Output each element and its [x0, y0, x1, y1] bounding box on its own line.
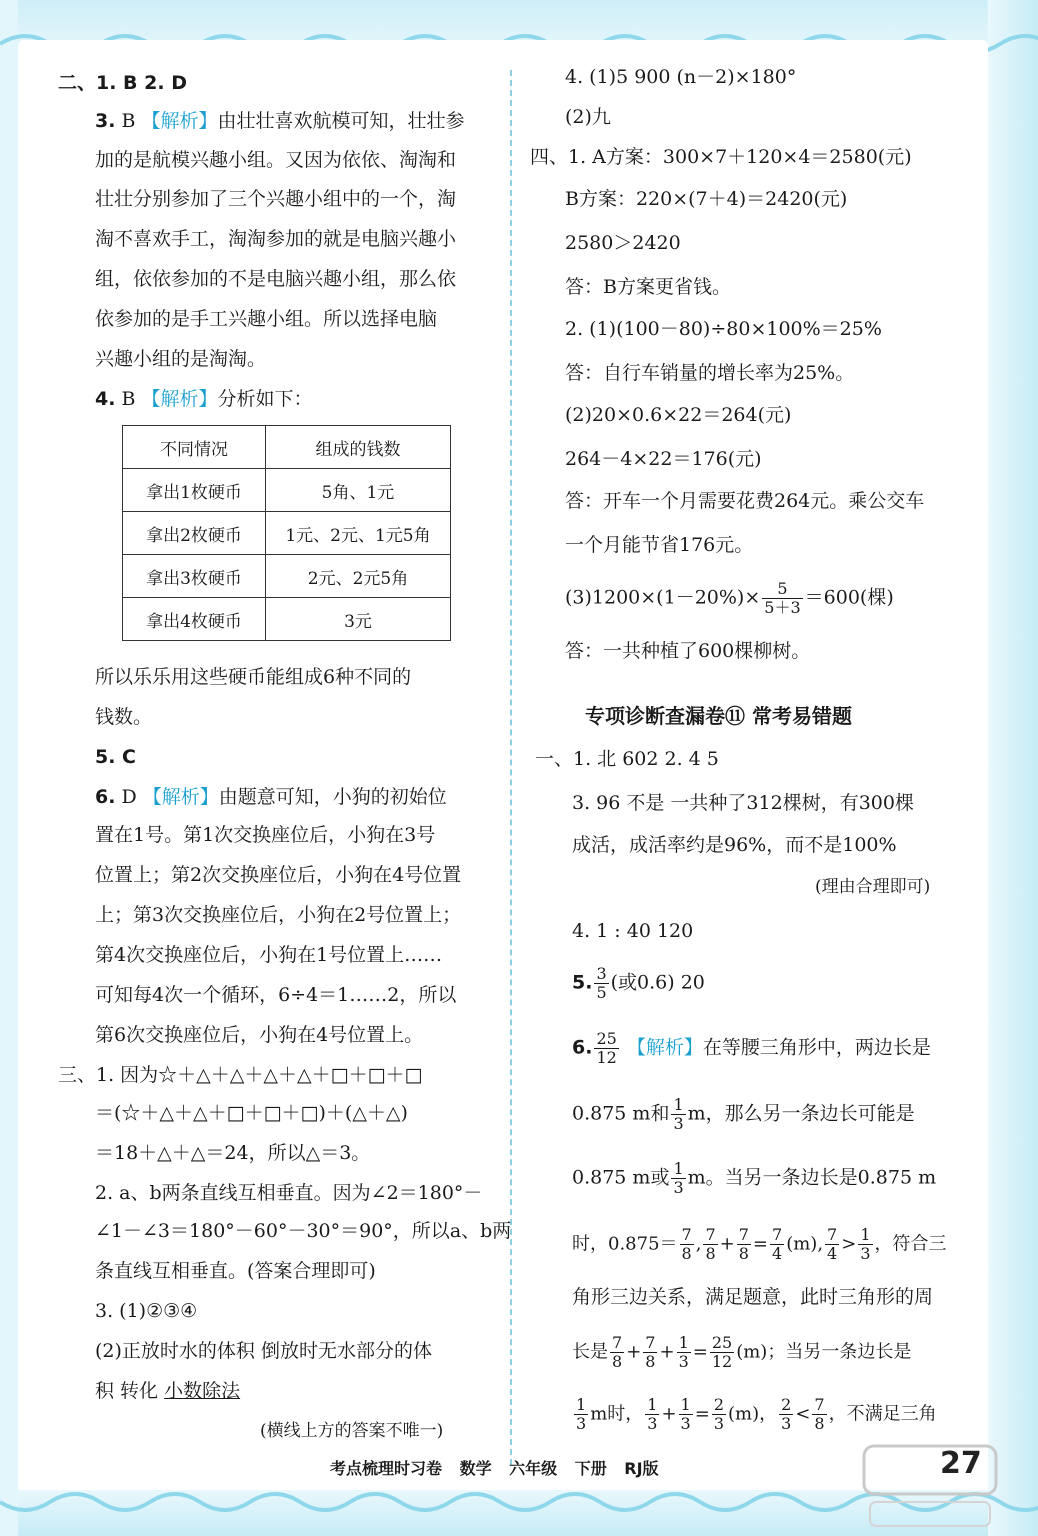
table-row	[123, 469, 451, 512]
text-line: 时，0.875＝ $\frac{7}{8}$ , $\frac{7}{8}$ + $\frac{7}{8}$ = $\frac{7}{4}$ (m), $\frac{7}{4}$ > $\frac{1}{3}$ ，符合三	[572, 1225, 947, 1263]
text-line: 加的是航模兴趣小组。又因为依依、淘淘和	[95, 149, 457, 171]
text-line: 2. a、b两条直线互相垂直。因为∠2＝180°－	[95, 1182, 483, 1204]
text-line	[572, 1160, 936, 1197]
text: ＝600(棵)	[804, 586, 894, 609]
table-cell: 1元、2元、1元5角	[266, 512, 451, 555]
text-line: 三、1. 因为☆＋△＋△＋△＋△＋□＋□＋□	[58, 1064, 423, 1086]
table-row	[123, 598, 451, 641]
text-line: 依参加的是手工兴趣小组。所以选择电脑	[95, 308, 438, 330]
page-footer: 考点梳理时习卷 数学 六年级 下册 RJ版	[330, 1459, 659, 1478]
text-line: ＝18＋△＋△＝24，所以△＝3。	[95, 1142, 371, 1164]
numerator: 25	[596, 1029, 617, 1048]
coin-table	[122, 425, 451, 641]
fraction: $\frac{1}{3}$	[860, 1225, 871, 1263]
text-line: $\frac{1}{3}$ m时， $\frac{1}{3}$ + $\frac{1}{3}$ = $\frac{2}{3}$ (m)， $\frac{2}{3}$ < $\frac{7}{8}$ ，不满足三角	[576, 1395, 937, 1433]
text: ，不满足三角	[828, 1403, 937, 1425]
text: m。当另一条边长是0.875 m	[687, 1166, 937, 1189]
text: 0.875 m或	[572, 1166, 670, 1189]
right-border	[988, 0, 1038, 1536]
question-number: 6.	[572, 1036, 593, 1059]
analysis-tag: 【解析】	[141, 110, 218, 132]
text-line: 一个月能节省176元。	[565, 534, 754, 556]
table-cell: 拿出1枚硬币	[123, 469, 266, 512]
question-number: 4.	[95, 388, 116, 410]
answer-line-q3	[95, 108, 465, 134]
underlined-answer: 小数除法	[164, 1380, 241, 1402]
table-cell: 拿出3枚硬币	[123, 555, 266, 598]
text-line	[95, 1378, 240, 1404]
text: 由题意可知，小狗的初始位	[218, 786, 447, 808]
text-line: 长是 $\frac{7}{8}$ + $\frac{7}{8}$ + $\frac{1}{3}$ = $\frac{25}{12}$ (m)；当另一条边长是	[572, 1333, 912, 1371]
text-line: ＝(☆＋△＋△＋□＋□＋□)＋(△＋△)	[95, 1102, 408, 1124]
table-row	[123, 555, 451, 598]
numerator: 1	[673, 1095, 684, 1114]
denominator: 5＋3	[764, 598, 801, 617]
fraction: $\frac{7}{8}$	[705, 1225, 716, 1263]
section-heading: 专项诊断查漏卷⑪ 常考易错题	[585, 704, 852, 728]
answer-line: 二、1. B 2. D	[58, 72, 187, 94]
question-number: 3.	[95, 110, 116, 132]
text-line	[572, 1096, 915, 1133]
text: 长是	[572, 1341, 608, 1363]
text-line: 成活，成活率约是96%，而不是100%	[572, 834, 897, 856]
text: (m)；当另一条边长是	[736, 1341, 912, 1363]
numerator: 1	[673, 1159, 684, 1178]
text-line: 4. (1)5 900 (n－2)×180°	[565, 66, 797, 88]
text-line: 3. (1)②③④	[95, 1300, 198, 1322]
table-header-cell: 不同情况	[123, 426, 266, 469]
fraction: $\frac{1}{3}$	[680, 1395, 691, 1433]
table-cell: 3元	[266, 598, 451, 641]
fraction: $\frac{1}{3}$	[576, 1395, 587, 1433]
note-line: (横线上方的答案不唯一)	[260, 1421, 444, 1441]
fraction: $\frac{7}{8}$	[814, 1395, 825, 1433]
fraction: $\frac{7}{8}$	[612, 1333, 623, 1371]
text-line: 位置上；第2次交换座位后，小狗在4号位置	[95, 864, 462, 886]
page-number: 27	[940, 1446, 982, 1481]
text-line: B方案：220×(7＋4)＝2420(元)	[565, 188, 848, 210]
text: 在等腰三角形中，两边长是	[702, 1036, 931, 1059]
table-row	[123, 512, 451, 555]
question-number: 6.	[95, 786, 116, 808]
text: 时，0.875＝	[572, 1233, 678, 1255]
answer-line: 5. C	[95, 746, 136, 768]
fraction: $\frac{1}{3}$	[647, 1395, 658, 1433]
answer-choice: B	[115, 388, 142, 410]
fraction: $\frac{7}{4}$	[827, 1225, 838, 1263]
text-line: 兴趣小组的是淘淘。	[95, 348, 267, 370]
fraction	[671, 1096, 685, 1133]
text-line: 4. 1 : 40 120	[572, 920, 694, 942]
note-line: (理由合理即可)	[815, 877, 931, 897]
text-line: 答：开车一个月需要花费264元。乘公交车	[565, 490, 925, 512]
fraction: $\frac{2}{3}$	[781, 1395, 792, 1433]
text-line: 组，依依参加的不是电脑兴趣小组，那么依	[95, 268, 457, 290]
text-line: 置在1号。第1次交换座位后，小狗在3号	[95, 824, 436, 846]
table-header-cell: 组成的钱数	[266, 426, 451, 469]
denominator: 5	[596, 983, 607, 1002]
text-line: 可知每4次一个循环，6÷4＝1……2，所以	[95, 984, 457, 1006]
fraction: $\frac{25}{12}$	[711, 1333, 733, 1371]
text: (m)，	[728, 1403, 778, 1425]
table-header-row	[123, 426, 451, 469]
text-line: 3. 96 不是 一共种了312棵树，有300棵	[572, 792, 914, 814]
column-divider	[510, 70, 512, 1465]
text-line	[572, 965, 705, 1002]
text-line: 答：一共种植了600棵柳树。	[565, 640, 811, 662]
fraction: $\frac{1}{3}$	[678, 1333, 689, 1371]
text-line: 四、1. A方案：300×7＋120×4＝2580(元)	[530, 146, 912, 168]
text-line: 角形三边关系，满足题意，此时三角形的周	[572, 1286, 934, 1308]
text-line	[565, 580, 894, 617]
text-line: 答：自行车销量的增长率为25%。	[565, 362, 855, 384]
text: 积 转化	[95, 1380, 165, 1402]
text: ，符合三	[874, 1233, 947, 1255]
table-cell: 2元、2元5角	[266, 555, 451, 598]
fraction	[671, 1160, 685, 1197]
text-line: 第4次交换座位后，小狗在1号位置上……	[95, 944, 443, 966]
text: m，那么另一条边长可能是	[687, 1102, 915, 1125]
table-cell: 5角、1元	[266, 469, 451, 512]
text-line: 淘不喜欢手工，淘淘参加的就是电脑兴趣小	[95, 228, 457, 250]
left-border	[0, 0, 18, 1536]
analysis-tag: 【解析】	[141, 388, 218, 410]
text: 0.875 m和	[572, 1102, 670, 1125]
fraction	[594, 965, 608, 1002]
text: (3)1200×(1－20%)×	[565, 586, 761, 609]
table-cell: 拿出4枚硬币	[123, 598, 266, 641]
answer-choice: D	[115, 786, 143, 808]
text-line: 上；第3次交换座位后，小狗在2号位置上；	[95, 904, 462, 926]
text: m时，	[590, 1403, 644, 1425]
table-cell: 拿出2枚硬币	[123, 512, 266, 555]
text-line: 答：B方案更省钱。	[565, 276, 731, 298]
fraction: $\frac{7}{4}$	[772, 1225, 783, 1263]
answer-line-q4	[95, 386, 313, 412]
text-line: 所以乐乐用这些硬币能组成6种不同的	[95, 666, 412, 688]
question-number: 5.	[572, 971, 593, 994]
fraction: $\frac{7}{8}$	[645, 1333, 656, 1371]
text-line: 2580＞2420	[565, 232, 681, 254]
fraction	[594, 1030, 618, 1067]
fraction: $\frac{7}{8}$	[738, 1225, 749, 1263]
text: (或0.6) 20	[610, 971, 705, 994]
text: 由壮壮喜欢航模可知，壮壮参	[217, 110, 465, 132]
denominator: 12	[596, 1048, 617, 1067]
text-line	[572, 1030, 931, 1067]
text-line: 钱数。	[95, 706, 153, 728]
text-line: ∠1－∠3＝180°－60°－30°＝90°，所以a、b两	[95, 1220, 512, 1242]
denominator: 3	[673, 1178, 684, 1197]
text-line: 264－4×22＝176(元)	[565, 448, 762, 470]
denominator: 3	[673, 1114, 684, 1133]
numerator: 3	[596, 964, 607, 983]
answer-line-q6	[95, 784, 447, 810]
text-line: (2)正放时水的体积 倒放时无水部分的体	[95, 1340, 432, 1362]
text-line: (2)20×0.6×22＝264(元)	[565, 404, 792, 426]
text-line: 一、1. 北 602 2. 4 5	[535, 748, 719, 770]
text-line: 第6次交换座位后，小狗在4号位置上。	[95, 1024, 424, 1046]
analysis-tag: 【解析】	[626, 1036, 703, 1059]
text-line: 壮壮分别参加了三个兴趣小组中的一个，淘	[95, 188, 457, 210]
text-line: 2. (1)(100－80)÷80×100%＝25%	[565, 318, 882, 340]
fraction: $\frac{2}{3}$	[713, 1395, 725, 1433]
fraction	[762, 580, 802, 617]
answer-choice: B	[115, 110, 142, 132]
analysis-tag: 【解析】	[142, 786, 219, 808]
text-line: 条直线互相垂直。(答案合理即可)	[95, 1260, 376, 1282]
numerator: 5	[762, 580, 802, 599]
text-line: (2)九	[565, 106, 611, 128]
fraction: $\frac{7}{8}$	[681, 1225, 692, 1263]
text: 分析如下：	[217, 388, 313, 410]
